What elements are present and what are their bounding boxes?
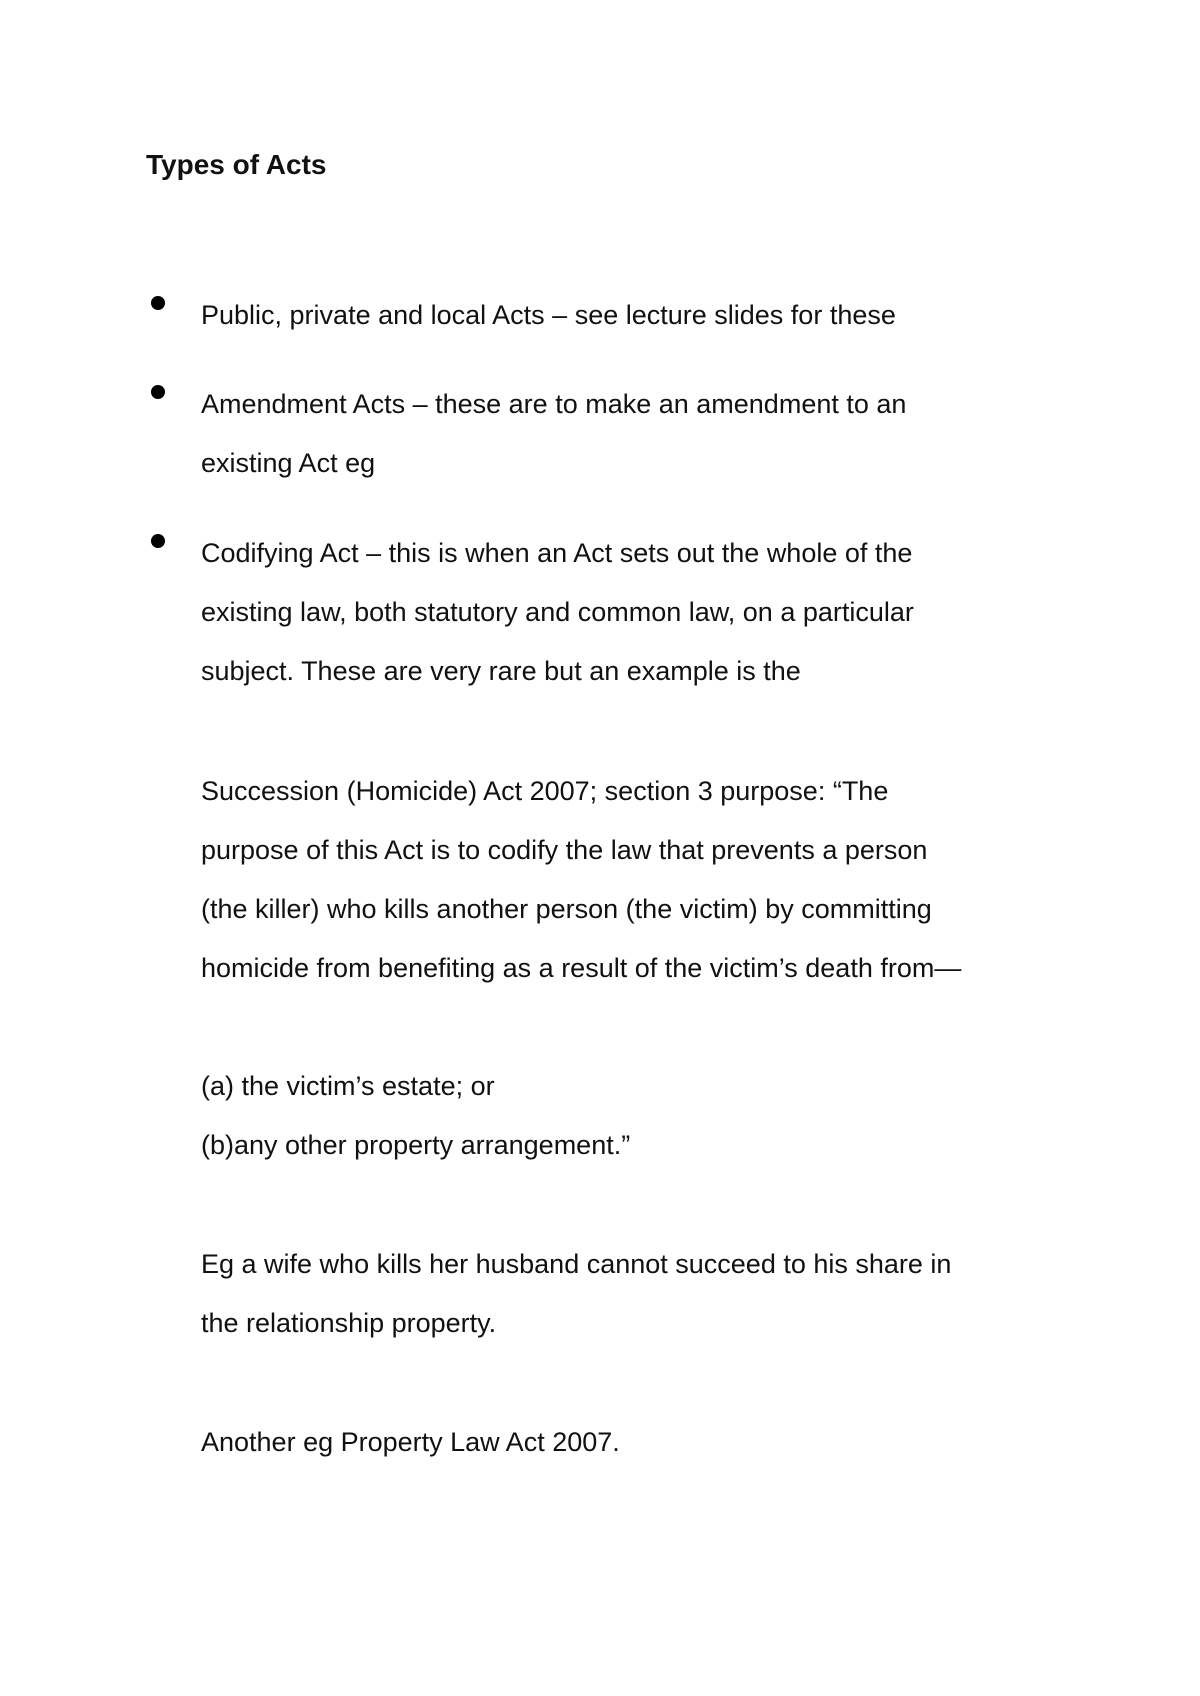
another-example: Another eg Property Law Act 2007.: [201, 1427, 620, 1457]
bullet-item-codifying-act: [201, 524, 1081, 701]
bullet-line: Public, private and local Acts – see lecture slides for these: [201, 300, 896, 330]
quote-line: (the killer) who kills another person (the victim) by committing: [201, 894, 932, 924]
bullet-line: existing Act eg: [201, 448, 376, 478]
bullet-line: subject. These are very rare but an example is the: [201, 656, 801, 686]
bullet-line: Amendment Acts – these are to make an amendment to an: [201, 389, 907, 419]
quote-line: purpose of this Act is to codify the law that prevents a person: [201, 835, 928, 865]
document-title: Types of Acts: [146, 149, 327, 180]
bullet-line: Codifying Act – this is when an Act sets out the whole of the: [201, 538, 913, 568]
example-paragraph: [201, 1235, 1081, 1353]
bullet-item-public-private-local: [201, 286, 1081, 345]
statute-subitems: [201, 1057, 1081, 1175]
bullet-line: existing law, both statutory and common law, on a particular: [201, 597, 914, 627]
bullet-marker: [151, 385, 165, 399]
statute-quote: [201, 762, 1081, 998]
bullet-item-amendment-acts: [201, 375, 1081, 493]
example-line: the relationship property.: [201, 1308, 497, 1338]
example-line: Eg a wife who kills her husband cannot succeed to his share in: [201, 1249, 952, 1279]
quote-line: Succession (Homicide) Act 2007; section 3 purpose: “The: [201, 776, 889, 806]
bullet-marker: [151, 534, 165, 548]
subitem-a: (a) the victim’s estate; or: [201, 1071, 495, 1101]
bullet-marker: [151, 296, 165, 310]
quote-line: homicide from benefiting as a result of the victim’s death from—: [201, 953, 962, 983]
subitem-b: (b)any other property arrangement.”: [201, 1130, 631, 1160]
